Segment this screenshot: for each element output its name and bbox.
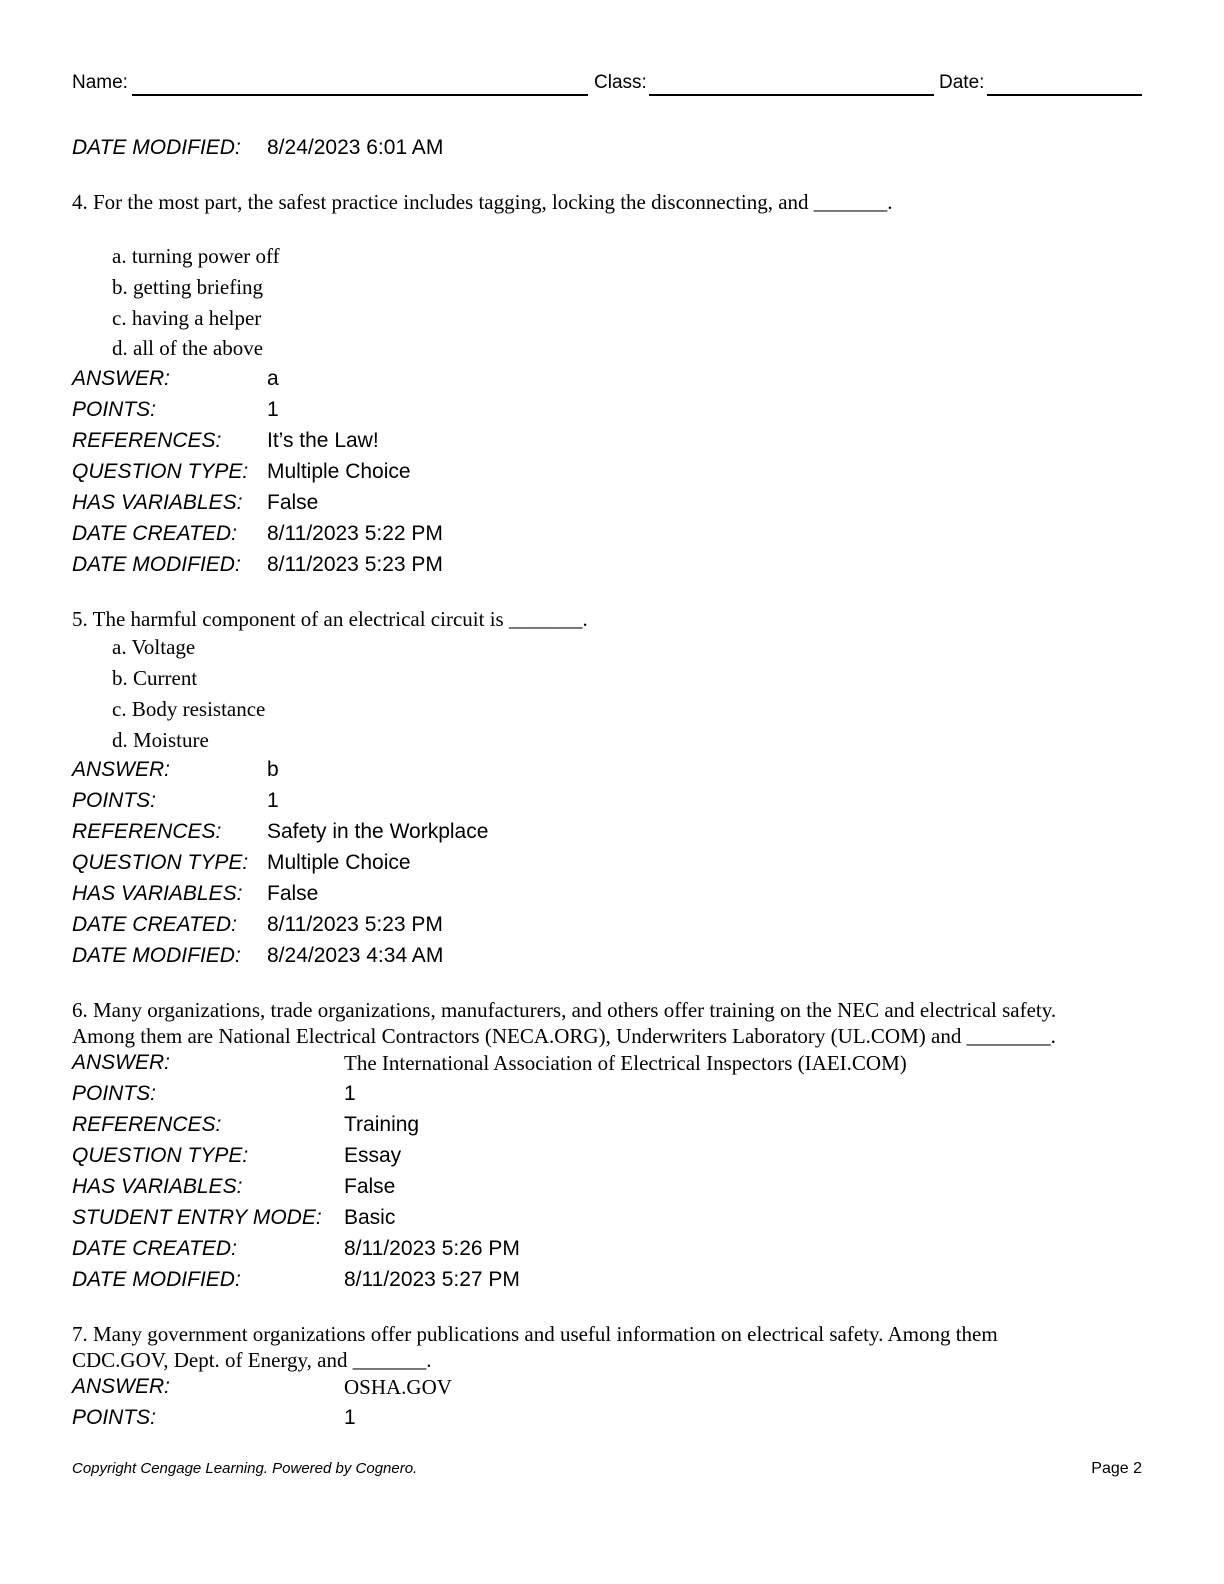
meta-label: POINTS: <box>72 1406 157 1429</box>
question-5-stem: 5. The harmful component of an electrical circuit is _______. <box>72 607 588 631</box>
question-4-option: d. all of the above <box>112 336 264 360</box>
footer-copyright: Copyright Cengage Learning. Powered by Cognero. <box>72 1460 418 1477</box>
meta-value: False <box>267 491 319 514</box>
meta-value: Training <box>344 1113 420 1136</box>
meta-value: a <box>267 367 279 390</box>
meta-label: REFERENCES: <box>72 1113 222 1136</box>
meta-value: False <box>267 882 319 905</box>
meta-value: Safety in the Workplace <box>267 820 489 843</box>
question-5-option: d. Moisture <box>112 728 209 752</box>
meta-label: ANSWER: <box>72 367 171 390</box>
meta-label: DATE CREATED: <box>72 522 237 545</box>
question-6-stem-line1: 6. Many organizations, trade organizations, manufacturers, and others offer training on the NEC and electrical safety. <box>72 998 1057 1022</box>
meta-label: QUESTION TYPE: <box>72 1144 249 1167</box>
question-5-option: a. Voltage <box>112 635 196 659</box>
question-7-stem-line1: 7. Many government organizations offer publications and useful information on electrical safety. Among them <box>72 1322 998 1346</box>
class-label: Class: <box>594 72 647 93</box>
meta-label: DATE MODIFIED: <box>72 944 241 967</box>
meta-label: DATE MODIFIED: <box>72 1268 241 1291</box>
meta-value: 8/24/2023 4:34 AM <box>267 944 444 967</box>
meta-value: 1 <box>344 1082 356 1105</box>
meta-label: DATE CREATED: <box>72 913 237 936</box>
meta-value: b <box>267 758 279 781</box>
meta-value: It’s the Law! <box>267 429 379 452</box>
meta-value: OSHA.GOV <box>344 1375 452 1399</box>
meta-label: POINTS: <box>72 1082 157 1105</box>
question-4-option: b. getting briefing <box>112 275 264 299</box>
meta-label: ANSWER: <box>72 758 171 781</box>
meta-label: ANSWER: <box>72 1051 171 1074</box>
date-label: Date: <box>939 72 985 93</box>
meta-label: POINTS: <box>72 789 157 812</box>
meta-label: HAS VARIABLES: <box>72 1175 243 1198</box>
meta-value: Multiple Choice <box>267 460 411 483</box>
meta-value: False <box>344 1175 396 1198</box>
footer-page-number: Page 2 <box>1091 1460 1142 1477</box>
question-4-option: a. turning power off <box>112 244 280 268</box>
meta-value: Basic <box>344 1206 396 1229</box>
date-blank-line <box>987 94 1142 96</box>
meta-value: 8/11/2023 5:23 PM <box>267 913 443 936</box>
meta-value: Essay <box>344 1144 402 1167</box>
meta-label: HAS VARIABLES: <box>72 882 243 905</box>
meta-label: HAS VARIABLES: <box>72 491 243 514</box>
meta-label: ANSWER: <box>72 1375 171 1398</box>
class-blank-line <box>649 94 934 96</box>
meta-value: The International Association of Electrical Inspectors (IAEI.COM) <box>344 1051 907 1075</box>
meta-label: POINTS: <box>72 398 157 421</box>
name-blank-line <box>132 94 588 96</box>
meta-value: 8/11/2023 5:26 PM <box>344 1237 520 1260</box>
question-7-stem-line2: CDC.GOV, Dept. of Energy, and _______. <box>72 1348 432 1372</box>
meta-label: QUESTION TYPE: <box>72 851 249 874</box>
meta-label: DATE CREATED: <box>72 1237 237 1260</box>
question-4-option: c. having a helper <box>112 306 262 330</box>
meta-value: Multiple Choice <box>267 851 411 874</box>
meta-label: DATE MODIFIED: <box>72 553 241 576</box>
question-4-stem: 4. For the most part, the safest practice includes tagging, locking the disconnecting, and _______. <box>72 190 893 214</box>
meta-value: 1 <box>344 1406 356 1429</box>
meta-value: 1 <box>267 789 279 812</box>
question-6-stem-line2: Among them are National Electrical Contractors (NECA.ORG), Underwriters Laboratory (UL.COM) and ________. <box>72 1024 1056 1048</box>
question-5-option: b. Current <box>112 666 198 690</box>
question-5-option: c. Body resistance <box>112 697 266 721</box>
meta-value: 8/11/2023 5:22 PM <box>267 522 443 545</box>
name-label: Name: <box>72 72 128 93</box>
meta-label: DATE MODIFIED: <box>72 136 241 159</box>
meta-label: REFERENCES: <box>72 429 222 452</box>
meta-value: 8/11/2023 5:27 PM <box>344 1268 520 1291</box>
meta-value: 8/11/2023 5:23 PM <box>267 553 443 576</box>
meta-value: 1 <box>267 398 279 421</box>
meta-label: QUESTION TYPE: <box>72 460 249 483</box>
meta-label: STUDENT ENTRY MODE: <box>72 1206 322 1229</box>
meta-label: REFERENCES: <box>72 820 222 843</box>
meta-value: 8/24/2023 6:01 AM <box>267 136 444 159</box>
header-fields <box>72 72 1142 98</box>
